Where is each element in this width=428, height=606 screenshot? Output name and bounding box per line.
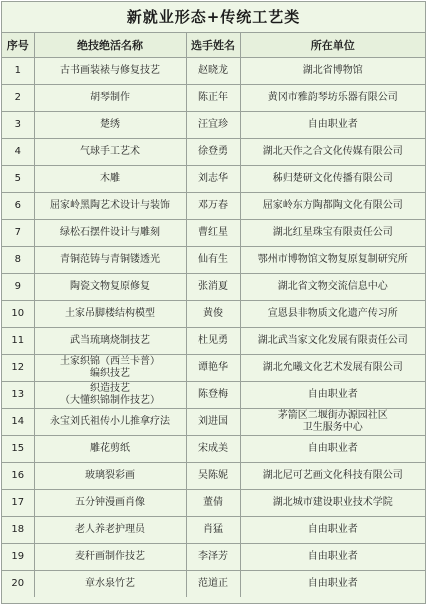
cell-skill: 永宝刘氏祖传小儿推拿疗法 <box>34 408 186 435</box>
table-row <box>2 273 425 300</box>
cell-unit: 自由职业者 <box>240 516 425 543</box>
cell-name: 宋成美 <box>186 435 240 462</box>
cell-no: 4 <box>2 138 34 165</box>
table-row <box>2 570 425 597</box>
cell-unit: 自由职业者 <box>240 543 425 570</box>
cell-no: 11 <box>2 327 34 354</box>
table-row <box>2 489 425 516</box>
table-row <box>2 300 425 327</box>
cell-unit: 宣恩县非物质文化遗产传习所 <box>240 300 425 327</box>
cell-unit: 湖北允曦文化艺术发展有限公司 <box>240 354 425 381</box>
table-row <box>2 327 425 354</box>
cell-skill: 五分钟漫画肖像 <box>34 489 186 516</box>
cell-skill: 绿松石摆件设计与雕刻 <box>34 219 186 246</box>
cell-no: 1 <box>2 57 34 84</box>
cell-name: 杜见勇 <box>186 327 240 354</box>
table-row <box>2 543 425 570</box>
table-row <box>2 246 425 273</box>
table-row <box>2 165 425 192</box>
table-row <box>2 192 425 219</box>
cell-name: 曹红星 <box>186 219 240 246</box>
cell-no: 17 <box>2 489 34 516</box>
header-name: 选手姓名 <box>186 33 240 57</box>
table-row <box>2 408 425 435</box>
table-row <box>2 462 425 489</box>
cell-name: 张消夏 <box>186 273 240 300</box>
cell-name: 汪宜珍 <box>186 111 240 138</box>
cell-unit: 屈家岭东方陶都陶文化有限公司 <box>240 192 425 219</box>
skills-table <box>2 33 425 597</box>
cell-no: 6 <box>2 192 34 219</box>
cell-skill: 玻璃裂彩画 <box>34 462 186 489</box>
cell-name: 赵晓龙 <box>186 57 240 84</box>
table-row <box>2 138 425 165</box>
cell-no: 14 <box>2 408 34 435</box>
cell-unit: 黄冈市雅韵琴坊乐器有限公司 <box>240 84 425 111</box>
table-row <box>2 57 425 84</box>
cell-name: 陈登梅 <box>186 381 240 408</box>
table-row <box>2 111 425 138</box>
cell-name: 谭艳华 <box>186 354 240 381</box>
cell-no: 3 <box>2 111 34 138</box>
cell-unit: 湖北省文物交流信息中心 <box>240 273 425 300</box>
cell-skill: 雕花剪纸 <box>34 435 186 462</box>
cell-name: 徐登勇 <box>186 138 240 165</box>
cell-skill: 楚绣 <box>34 111 186 138</box>
cell-no: 16 <box>2 462 34 489</box>
table-row <box>2 354 425 381</box>
cell-name: 黄俊 <box>186 300 240 327</box>
cell-unit: 湖北红星珠宝有限责任公司 <box>240 219 425 246</box>
cell-name: 仙有生 <box>186 246 240 273</box>
cell-unit: 湖北省博物馆 <box>240 57 425 84</box>
cell-name: 李泽芳 <box>186 543 240 570</box>
cell-no: 2 <box>2 84 34 111</box>
table-row <box>2 516 425 543</box>
cell-name: 陈正年 <box>186 84 240 111</box>
cell-no: 10 <box>2 300 34 327</box>
cell-skill: 胡琴制作 <box>34 84 186 111</box>
table-row <box>2 381 425 408</box>
cell-unit: 湖北城市建设职业技术学院 <box>240 489 425 516</box>
cell-skill: 麦秆画制作技艺 <box>34 543 186 570</box>
cell-name: 刘志华 <box>186 165 240 192</box>
cell-skill: 章水泉竹艺 <box>34 570 186 597</box>
cell-name: 范道正 <box>186 570 240 597</box>
cell-name: 吴陈妮 <box>186 462 240 489</box>
table-row <box>2 219 425 246</box>
cell-unit: 湖北尼可艺画文化科技有限公司 <box>240 462 425 489</box>
cell-unit: 鄂州市博物馆文物复原复制研究所 <box>240 246 425 273</box>
cell-skill: 织造技艺 （大懂织锦制作技艺） <box>34 381 186 408</box>
cell-skill: 土家吊脚楼结构模型 <box>34 300 186 327</box>
header-unit: 所在单位 <box>240 33 425 57</box>
header-row <box>2 33 425 57</box>
cell-name: 刘进国 <box>186 408 240 435</box>
cell-no: 9 <box>2 273 34 300</box>
cell-unit: 茅箭区二堰街办源园社区 卫生服务中心 <box>240 408 425 435</box>
table-title: 新就业形态+传统工艺类 <box>2 2 425 33</box>
cell-unit: 自由职业者 <box>240 435 425 462</box>
cell-name: 邓万春 <box>186 192 240 219</box>
table-row <box>2 84 425 111</box>
cell-skill: 陶瓷文物复原修复 <box>34 273 186 300</box>
cell-no: 13 <box>2 381 34 408</box>
cell-skill: 屈家岭黑陶艺术设计与装饰 <box>34 192 186 219</box>
cell-no: 19 <box>2 543 34 570</box>
cell-name: 董倩 <box>186 489 240 516</box>
cell-no: 7 <box>2 219 34 246</box>
cell-skill: 老人养老护理员 <box>34 516 186 543</box>
cell-no: 8 <box>2 246 34 273</box>
cell-no: 12 <box>2 354 34 381</box>
cell-skill: 气球手工艺术 <box>34 138 186 165</box>
cell-skill: 武当琉璃烧制技艺 <box>34 327 186 354</box>
cell-unit: 自由职业者 <box>240 381 425 408</box>
header-skill: 绝技绝活名称 <box>34 33 186 57</box>
cell-no: 18 <box>2 516 34 543</box>
cell-skill: 古书画装裱与修复技艺 <box>34 57 186 84</box>
cell-skill: 土家织锦（西兰卡普） 编织技艺 <box>34 354 186 381</box>
cell-name: 肖猛 <box>186 516 240 543</box>
document-sheet <box>1 1 426 604</box>
header-no: 序号 <box>2 33 34 57</box>
cell-unit: 自由职业者 <box>240 111 425 138</box>
cell-unit: 湖北天作之合文化传媒有限公司 <box>240 138 425 165</box>
cell-unit: 自由职业者 <box>240 570 425 597</box>
cell-unit: 湖北武当家文化发展有限责任公司 <box>240 327 425 354</box>
cell-no: 15 <box>2 435 34 462</box>
table-row <box>2 435 425 462</box>
cell-no: 5 <box>2 165 34 192</box>
table-body <box>2 57 425 597</box>
cell-unit: 秭归楚研文化传播有限公司 <box>240 165 425 192</box>
cell-no: 20 <box>2 570 34 597</box>
cell-skill: 青铜范铸与青铜镂透光 <box>34 246 186 273</box>
cell-skill: 木雕 <box>34 165 186 192</box>
